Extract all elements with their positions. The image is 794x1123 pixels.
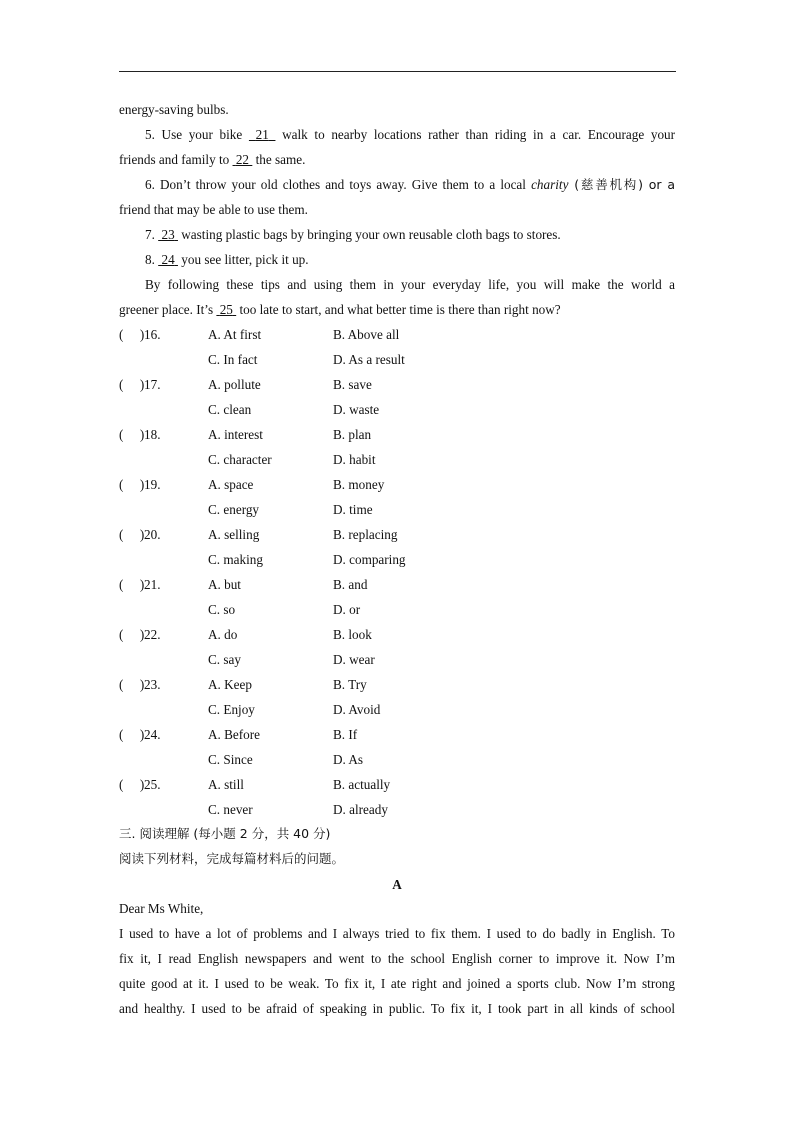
passage-line-1: energy-saving bulbs. — [119, 102, 229, 117]
option-a: A. still — [208, 777, 244, 792]
option-d: D. wear — [333, 652, 375, 667]
answer-parenthesis[interactable]: ( ) — [119, 627, 145, 642]
answer-parenthesis[interactable]: ( ) — [119, 427, 145, 442]
question-number: 20. — [144, 527, 161, 542]
answer-parenthesis[interactable]: ( ) — [119, 727, 145, 742]
passage-line-3: friends and family to 22 the same. — [119, 152, 306, 167]
answer-parenthesis[interactable]: ( ) — [119, 477, 145, 492]
answer-parenthesis[interactable]: ( ) — [119, 327, 145, 342]
passage-line-2: 5. Use your bike 21 walk to nearby locations rather than riding in a car. Encourage your — [145, 127, 676, 142]
option-b: B. Try — [333, 677, 367, 692]
option-d: D. habit — [333, 452, 376, 467]
question-number: 18. — [144, 427, 161, 442]
option-a: A. Keep — [208, 677, 252, 692]
answer-parenthesis[interactable]: ( ) — [119, 677, 145, 692]
question-number: 19. — [144, 477, 161, 492]
option-b: B. money — [333, 477, 385, 492]
option-d: D. already — [333, 802, 388, 817]
option-a: A. space — [208, 477, 254, 492]
question-number: 22. — [144, 627, 161, 642]
question-number: 21. — [144, 577, 161, 592]
passage-line-7: 8. 24 you see litter, pick it up. — [145, 252, 309, 267]
letter-line: quite good at it. I used to be weak. To fix it, I ate right and joined a sports club. Now I’m strong — [119, 976, 675, 991]
option-d: D. or — [333, 602, 361, 617]
option-d: D. Avoid — [333, 702, 381, 717]
option-a: A. interest — [208, 427, 263, 442]
answer-parenthesis[interactable]: ( ) — [119, 377, 145, 392]
option-b: B. If — [333, 727, 358, 742]
option-c: C. energy — [208, 502, 260, 517]
question-number: 25. — [144, 777, 161, 792]
option-c: C. so — [208, 602, 236, 617]
blank-23: 23 — [161, 227, 175, 242]
blank-25: 25 — [219, 302, 233, 317]
option-c: C. making — [208, 552, 263, 567]
option-b: B. replacing — [333, 527, 398, 542]
option-a: A. do — [208, 627, 238, 642]
passage-title: A — [392, 877, 402, 892]
blank-22: 22 — [235, 152, 250, 167]
letter-salutation: Dear Ms White, — [119, 901, 204, 916]
question-number: 23. — [144, 677, 161, 692]
option-d: D. As — [333, 752, 364, 767]
option-c: C. character — [208, 452, 272, 467]
option-c: C. In fact — [208, 352, 258, 367]
option-d: D. comparing — [333, 552, 406, 567]
question-number: 24. — [144, 727, 161, 742]
section-heading: 三. 阅读理解 (每小题 2 分，共 40 分) — [119, 826, 331, 841]
option-b: B. look — [333, 627, 372, 642]
option-b: B. and — [333, 577, 368, 592]
question-number: 16. — [144, 327, 161, 342]
option-c: C. clean — [208, 402, 252, 417]
answer-parenthesis[interactable]: ( ) — [119, 777, 145, 792]
option-b: B. Above all — [333, 327, 400, 342]
answer-parenthesis[interactable]: ( ) — [119, 527, 145, 542]
option-d: D. time — [333, 502, 373, 517]
question-number: 17. — [144, 377, 161, 392]
passage-line-9: greener place. It’s 25 too late to start, and what better time is there than right now? — [119, 302, 561, 317]
option-c: C. say — [208, 652, 241, 667]
section-instruction: 阅读下列材料，完成每篇材料后的问题。 — [119, 851, 345, 866]
header-rule — [119, 71, 676, 72]
option-c: C. never — [208, 802, 253, 817]
option-b: B. actually — [333, 777, 391, 792]
passage-line-8: By following these tips and using them in your everyday life, you will make the world a — [145, 277, 675, 292]
passage-line-5: friend that may be able to use them. — [119, 202, 308, 217]
option-b: B. save — [333, 377, 372, 392]
letter-line: and healthy. I used to be afraid of speaking in public. To fix it, I took part in all kinds of school — [119, 1001, 675, 1016]
option-a: A. At first — [208, 327, 262, 342]
option-d: D. As a result — [333, 352, 405, 367]
passage-line-4: 6. Don’t throw your old clothes and toys away. Give them to a local charity (慈善机构) or a — [145, 177, 676, 192]
passage-line-6: 7. 23 wasting plastic bags by bringing your own reusable cloth bags to stores. — [145, 227, 561, 242]
option-c: C. Since — [208, 752, 253, 767]
option-a: A. but — [208, 577, 241, 592]
letter-line: I used to have a lot of problems and I always tried to fix them. I used to do badly in English. To — [119, 926, 675, 941]
answer-parenthesis[interactable]: ( ) — [119, 577, 145, 592]
option-c: C. Enjoy — [208, 702, 255, 717]
letter-line: fix it, I read English newspapers and went to the school English corner to improve it. Now I’m — [119, 951, 675, 966]
option-d: D. waste — [333, 402, 380, 417]
option-a: A. selling — [208, 527, 260, 542]
option-a: A. Before — [208, 727, 260, 742]
option-b: B. plan — [333, 427, 372, 442]
blank-24: 24 — [161, 252, 175, 267]
blank-21: 21 — [255, 127, 269, 142]
option-a: A. pollute — [208, 377, 261, 392]
